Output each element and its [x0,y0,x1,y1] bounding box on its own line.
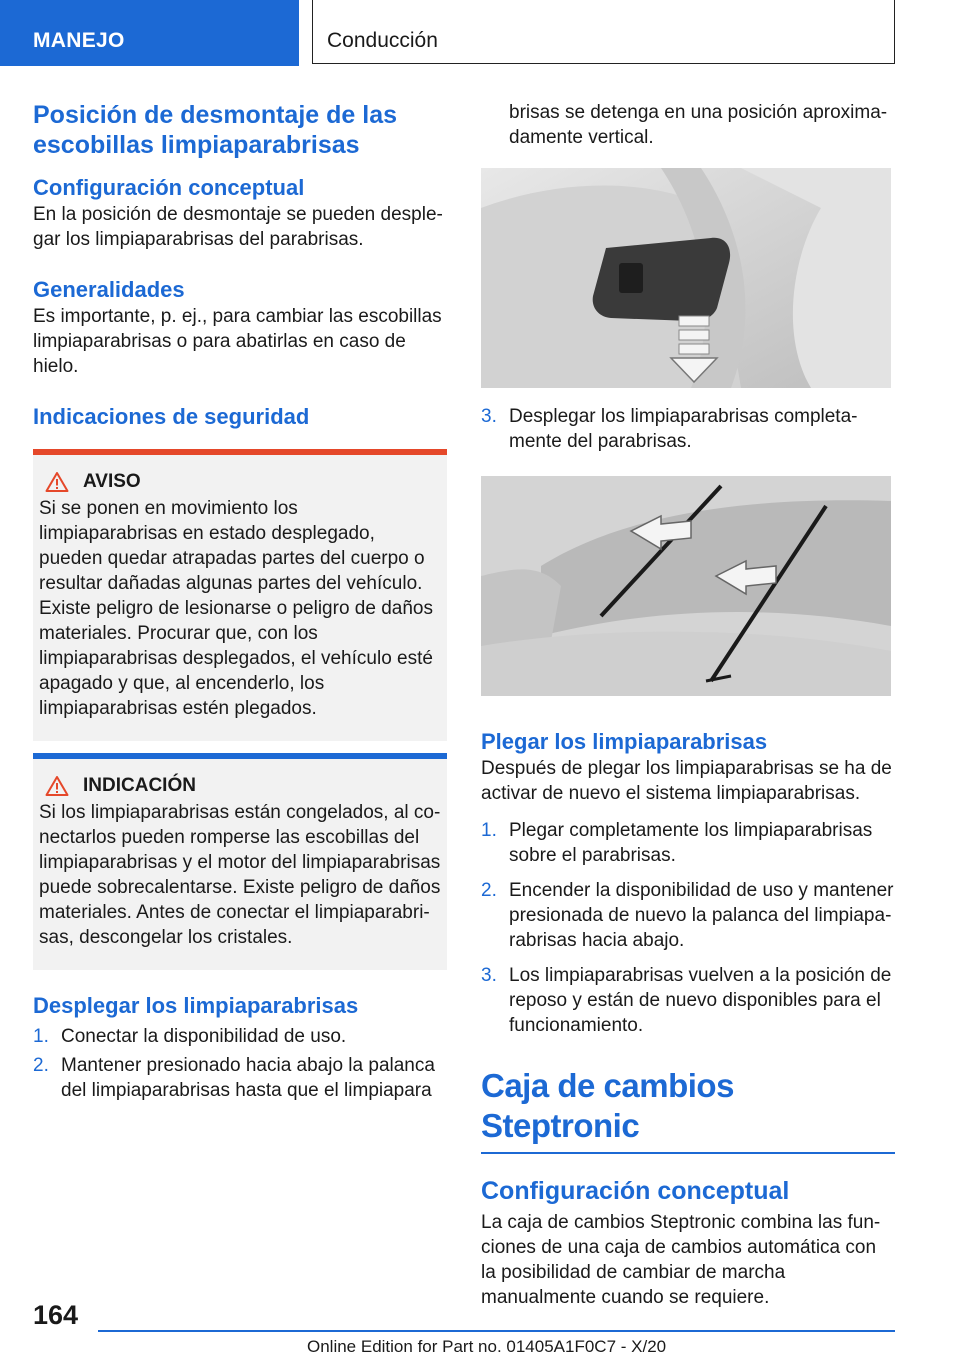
windshield-drawing [481,476,891,696]
warning-text: Si se ponen en movimiento los limpiaparabrisas en estado desplegado, pueden quedar atrapadas partes del cuerpo o resultar dañadas algunas partes del vehículo. Existe peligro de lesionarse o peligro de daños materiales. Procurar que, con los limpiaparabrisas desplegados, el vehículo esté apagado y que, al encenderlo, los limpiaparabrisas estén plegados. [39,498,433,719]
general-heading: Generalidades [33,277,185,302]
unfold-step-3 [481,404,895,454]
fold-heading: Plegar los limpiaparabrisas [481,729,768,754]
continued-text: brisas se detenga en una posición aproximadamente vertical. [509,102,888,148]
notice-header [39,773,441,799]
notice-box [33,753,447,970]
steptronic-heading: Caja de cambios Steptronic [481,1067,734,1144]
steptronic-concept-heading: Configuración conceptual [481,1177,790,1205]
notice-label: INDICACIÓN [83,775,196,796]
fold-text: Después de plegar los limpiaparabrisas se ha de activar de nuevo el sistema limpiaparabrisas. [481,758,892,804]
list-item: 2. Mantener presionado hacia abajo la palanca del limpiaparabrisas hasta que el limpiapara [33,1055,435,1101]
warning-header [39,469,441,495]
steptronic-concept-text: La caja de cambios Steptronic combina las funciones de una caja de cambios automática con la posibilidad de cambiar de marcha manualmente cuando se requiere. [481,1212,881,1308]
concept-text: En la posición de desmontaje se pueden desplegar los limpiaparabrisas del parabrisas. [33,204,443,250]
right-column [481,100,895,1310]
list-item: 3. Desplegar los limpiaparabrisas completamente del parabrisas. [481,406,858,452]
chapter-tab: MANEJO [0,0,299,66]
notice-triangle-icon [45,775,69,797]
unfold-heading: Desplegar los limpiaparabrisas [33,993,359,1018]
warning-box [33,449,447,741]
edition-text: Online Edition for Part no. 01405A1F0C7 - X/20 [307,1337,667,1356]
general-text: Es importante, p. ej., para cambiar las escobillas limpiaparabrisas o para abatirlas en caso de hielo. [33,306,442,377]
concept-heading: Configuración conceptual [33,175,305,200]
wiper-lever-illustration [481,168,891,388]
page-number: 164 [33,1300,79,1330]
section-title: Conducción [312,0,895,64]
fold-steps [481,818,895,1038]
wiper-lever-drawing [481,168,891,388]
list-item: 2. Encender la disponibilidad de uso y mantener presionada de nuevo la palanca del limpiaparabrisas hacia abajo. [481,880,894,951]
list-item: 3. Los limpiaparabrisas vuelven a la posición de reposo y están de nuevo disponibles para el funcionamiento. [481,965,892,1036]
notice-text: Si los limpiaparabrisas están congelados, al conectarlos pueden romperse las escobillas del limpiaparabrisas y el motor del limpiaparabrisas puede sobrecalentarse. Existe peligro de daños materiales. Antes de conectar el limpiaparabrisas, descongelar los cristales. [39,802,441,948]
warning-triangle-icon [45,471,69,493]
list-item: 1. Conectar la disponibilidad de uso. [33,1026,347,1047]
windshield-wipers-illustration [481,476,891,696]
warning-label: AVISO [83,471,141,492]
unfold-steps [33,1024,447,1103]
page-title: Posición de desmontaje de las escobillas limpiaparabrisas [33,101,398,159]
footer-rule [98,1330,895,1332]
safety-heading: Indicaciones de seguridad [33,404,310,429]
left-column [33,100,447,1103]
list-item: 1. Plegar completamente los limpiaparabrisas sobre el parabrisas. [481,820,873,866]
